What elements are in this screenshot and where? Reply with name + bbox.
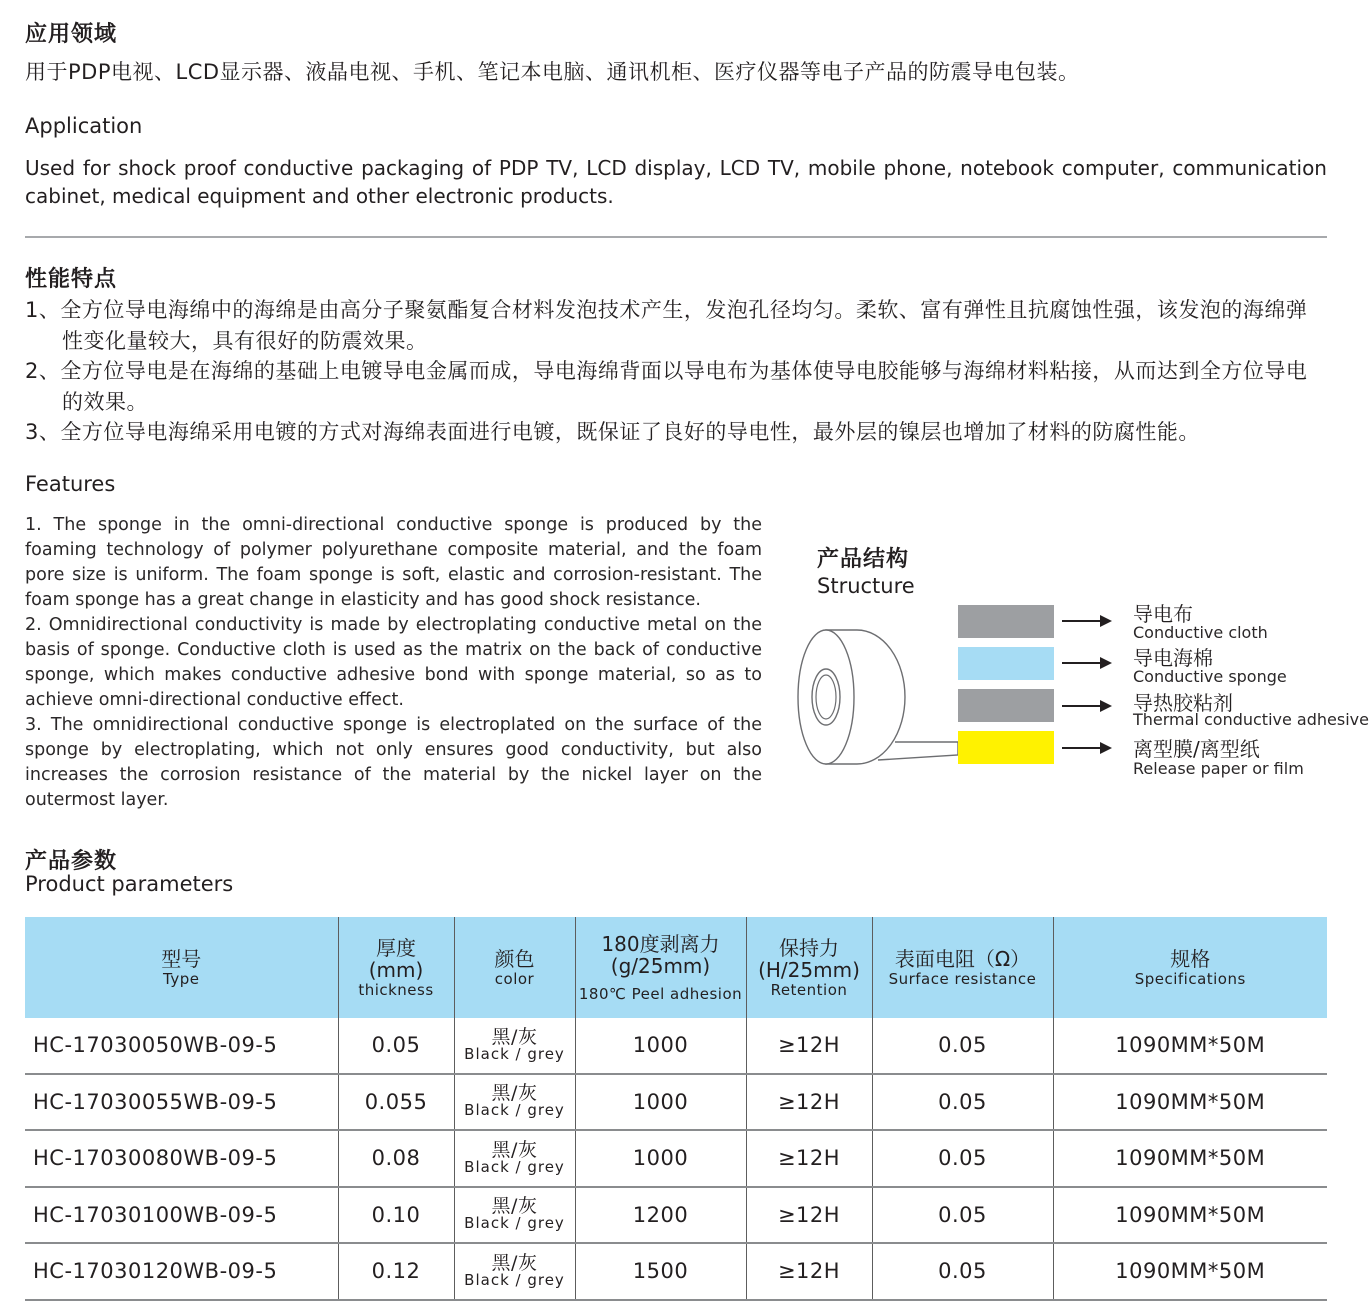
- layer-label-en-4: Release paper or film: [1133, 759, 1304, 778]
- layer-label-cn-1: 导电布: [1133, 602, 1193, 626]
- layer-swatch-2: [958, 647, 1054, 680]
- layer-label-cn-4: 离型膜/离型纸: [1133, 737, 1260, 761]
- table-row: [25, 1018, 1327, 1074]
- application-heading-cn: 应用领域: [25, 22, 118, 47]
- layer-swatch-4: [958, 731, 1054, 764]
- cell-thickness: 0.055: [338, 1074, 454, 1131]
- cell-retention: ≥12H: [746, 1018, 872, 1074]
- cell-peel: 1000: [575, 1130, 746, 1187]
- features-list-en: [25, 513, 762, 813]
- features-heading-cn: 性能特点: [25, 267, 118, 292]
- arrow-head-2: [1100, 657, 1112, 669]
- arrow-4: [1062, 747, 1102, 749]
- table-row: [25, 1074, 1327, 1131]
- column-header-type: 型号 Type: [25, 917, 338, 1018]
- cell-resistance: 0.05: [872, 1130, 1053, 1187]
- cell-type: HC-17030120WB-09-5: [25, 1243, 338, 1300]
- cell-type: HC-17030080WB-09-5: [25, 1130, 338, 1187]
- feature-item-en-2: 2. Omnidirectional conductivity is made by electroplating conductive metal on the basis of sponge. Conductive cloth is used as the matrix on the back of conductive sponge, which makes conductive adhesive bond with sponge material, so as to achieve omni-directional conductive effect.: [25, 615, 762, 710]
- layer-swatch-1: [958, 605, 1054, 638]
- cell-retention: ≥12H: [746, 1187, 872, 1244]
- cell-retention: ≥12H: [746, 1243, 872, 1300]
- cell-spec: 1090MM*50M: [1053, 1243, 1327, 1300]
- cell-color: 黑/灰 Black / grey: [454, 1243, 575, 1300]
- layer-label-en-3: Thermal conductive adhesive: [1133, 710, 1369, 729]
- column-header-retention: 保持力 (H/25mm) Retention: [746, 917, 872, 1018]
- features-list-cn: [25, 295, 1327, 448]
- column-header-color: 颜色 color: [454, 917, 575, 1018]
- arrow-head-4: [1100, 742, 1112, 754]
- cell-peel: 1000: [575, 1074, 746, 1131]
- cell-color: 黑/灰 Black / grey: [454, 1130, 575, 1187]
- column-header-spec: 规格 Specifications: [1053, 917, 1327, 1018]
- parameters-table: [25, 917, 1327, 1301]
- cell-color: 黑/灰 Black / grey: [454, 1074, 575, 1131]
- cell-peel: 1200: [575, 1187, 746, 1244]
- parameters-heading-en: Product parameters: [25, 872, 234, 896]
- section-divider: [25, 236, 1327, 238]
- layer-label-cn-3: 导热胶粘剂: [1133, 691, 1233, 715]
- feature-item-en-1: 1. The sponge in the omni-directional conductive sponge is produced by the foaming technology of polymer polyurethane composite material, and the foam pore size is uniform. The foam sponge is soft, elastic and corrosion-resistant. The foam sponge has a great change in elasticity and has good shock resistance.: [25, 515, 762, 610]
- feature-item-cn-1: 1、全方位导电海绵中的海绵是由高分子聚氨酯复合材料发泡技术产生，发泡孔径均匀。柔软、富有弹性且抗腐蚀性强，该发泡的海绵弹性变化量较大，具有很好的防震效果。: [25, 298, 1308, 353]
- cell-resistance: 0.05: [872, 1018, 1053, 1074]
- arrow-2: [1062, 662, 1102, 664]
- cell-thickness: 0.12: [338, 1243, 454, 1300]
- arrow-3: [1062, 705, 1102, 707]
- application-text-en: Used for shock proof conductive packaging of PDP TV, LCD display, LCD TV, mobile phone, notebook computer, communication cabinet, medical equipment and other electronic products.: [25, 156, 1327, 208]
- layer-label-cn-2: 导电海棉: [1133, 646, 1213, 670]
- cell-peel: 1500: [575, 1243, 746, 1300]
- cell-color: 黑/灰 Black / grey: [454, 1018, 575, 1074]
- application-text-cn: 用于PDP电视、LCD显示器、液晶电视、手机、笔记本电脑、通讯机柜、医疗仪器等电子产品的防震导电包装。: [25, 60, 1080, 84]
- feature-item-cn-2: 2、全方位导电是在海绵的基础上电镀导电金属而成，导电海绵背面以导电布为基体使导电胶能够与海绵材料粘接，从而达到全方位导电的效果。: [25, 359, 1308, 414]
- arrow-head-3: [1100, 700, 1112, 712]
- cell-retention: ≥12H: [746, 1130, 872, 1187]
- cell-resistance: 0.05: [872, 1243, 1053, 1300]
- cell-spec: 1090MM*50M: [1053, 1074, 1327, 1131]
- table-row: [25, 1130, 1327, 1187]
- tape-roll-illustration: [790, 620, 970, 790]
- layer-swatch-3: [958, 689, 1054, 722]
- layer-label-en-1: Conductive cloth: [1133, 623, 1268, 642]
- cell-thickness: 0.10: [338, 1187, 454, 1244]
- feature-item-en-3: 3. The omnidirectional conductive sponge is electroplated on the surface of the sponge by electroplating, which not only ensures good conductivity, but also increases the corrosion resistance of the material by the nickel layer on the outermost layer.: [25, 715, 762, 810]
- table-row: [25, 1187, 1327, 1244]
- parameters-heading-cn: 产品参数: [25, 849, 118, 874]
- cell-resistance: 0.05: [872, 1074, 1053, 1131]
- cell-thickness: 0.05: [338, 1018, 454, 1074]
- cell-spec: 1090MM*50M: [1053, 1130, 1327, 1187]
- cell-type: HC-17030055WB-09-5: [25, 1074, 338, 1131]
- cell-thickness: 0.08: [338, 1130, 454, 1187]
- cell-spec: 1090MM*50M: [1053, 1018, 1327, 1074]
- layer-label-en-2: Conductive sponge: [1133, 667, 1287, 686]
- arrow-1: [1062, 620, 1102, 622]
- cell-color: 黑/灰 Black / grey: [454, 1187, 575, 1244]
- feature-item-cn-3: 3、全方位导电海绵采用电镀的方式对海绵表面进行电镀，既保证了良好的导电性，最外层的镍层也增加了材料的防腐性能。: [25, 420, 1200, 444]
- cell-retention: ≥12H: [746, 1074, 872, 1131]
- cell-type: HC-17030050WB-09-5: [25, 1018, 338, 1074]
- column-header-resistance: 表面电阻（Ω） Surface resistance: [872, 917, 1053, 1018]
- cell-peel: 1000: [575, 1018, 746, 1074]
- table-header-row: [25, 917, 1327, 1018]
- structure-heading-en: Structure: [817, 574, 915, 598]
- column-header-thickness: 厚度 (mm) thickness: [338, 917, 454, 1018]
- arrow-head-1: [1100, 615, 1112, 627]
- column-header-peel: 180度剥离力 (g/25mm) 180℃ Peel adhesion: [575, 917, 746, 1018]
- features-heading-en: Features: [25, 472, 116, 496]
- table-row: [25, 1243, 1327, 1300]
- application-heading-en: Application: [25, 114, 143, 138]
- cell-type: HC-17030100WB-09-5: [25, 1187, 338, 1244]
- cell-resistance: 0.05: [872, 1187, 1053, 1244]
- structure-heading-cn: 产品结构: [817, 547, 910, 572]
- cell-spec: 1090MM*50M: [1053, 1187, 1327, 1244]
